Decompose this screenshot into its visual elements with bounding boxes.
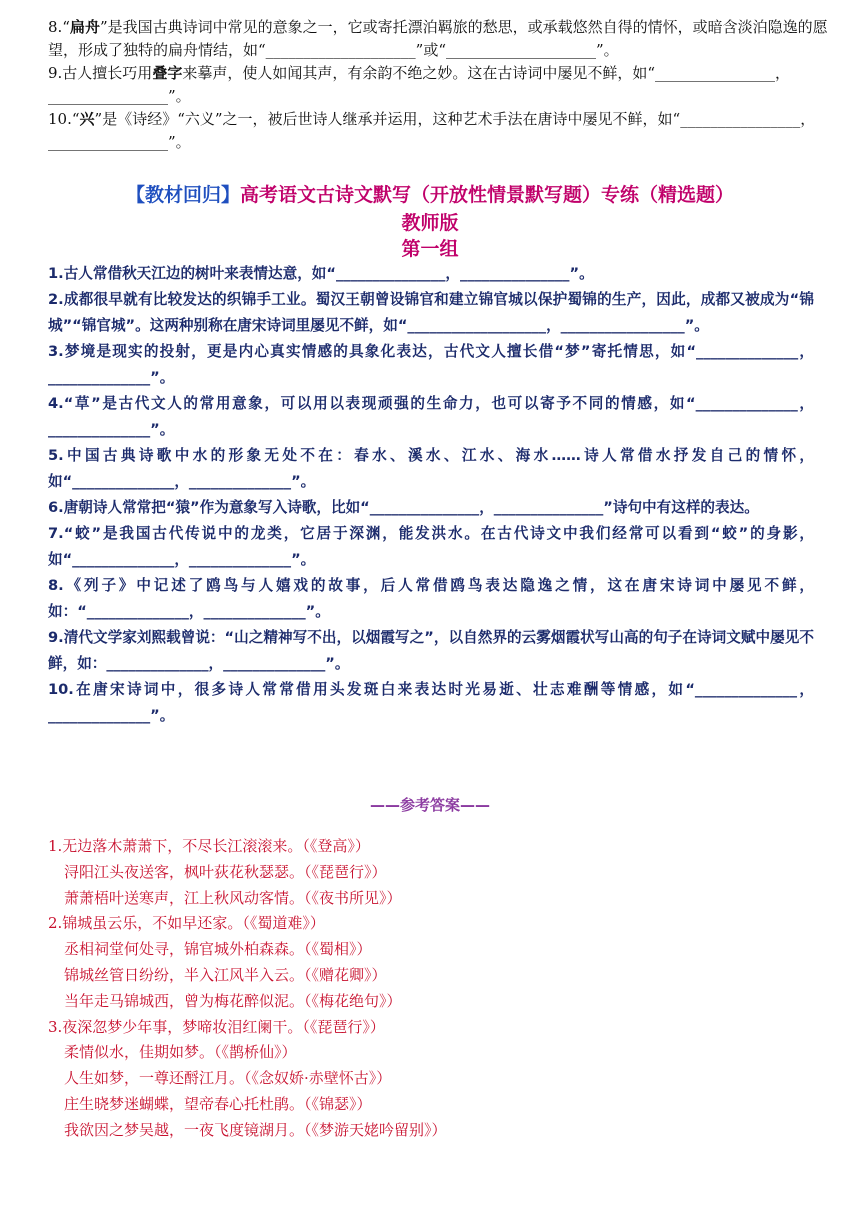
answer-item: 丞相祠堂何处寻，锦官城外柏森森。（《蜀相》） bbox=[64, 940, 372, 959]
question-item: 1.古人常借秋天江边的树叶来表情达意，如“_______________，_______________”。 bbox=[48, 265, 594, 282]
document-title bbox=[0, 182, 860, 208]
answer-item: 当年走马锦城西，曾为梅花醉似泥。（《梅花绝句》） bbox=[64, 991, 402, 1010]
answer-list bbox=[48, 834, 828, 1144]
answer-item: 2.锦城虽云乐，不如早还家。（《蜀道难》） bbox=[48, 914, 325, 933]
answer-item: 我欲因之梦吴越，一夜飞度镜湖月。（《梦游天姥吟留别》） bbox=[64, 1120, 447, 1139]
top-question-9: 9.古人擅长巧用叠字来摹声，使人如闻其声，有余韵不绝之妙。这在古诗词中屡见不鲜，如“________________，________________”。 bbox=[48, 64, 790, 105]
question-item: 10.在唐宋诗词中，很多诗人常常借用头发斑白来表达时光易逝、壮志难酬等情感，如“______________，______________”。 bbox=[48, 681, 814, 724]
top-question-10: 10.“兴”是《诗经》“六义”之一，被后世诗人继承并运用，这种艺术手法在唐诗中屡见不鲜，如“________________，________________”。 bbox=[48, 110, 816, 151]
group-heading: 第一组 bbox=[401, 238, 459, 260]
answer-item: 柔情似水，佳期如梦。（《鹊桥仙》） bbox=[64, 1043, 297, 1062]
question-item: 5.中国古典诗歌中水的形象无处不在：春水、溪水、江水、海水……诗人常借水抒发自己的情怀，如“______________，______________”。 bbox=[48, 447, 814, 490]
answer-item: 3.夜深忽梦少年事，梦啼妆泪红阑干。（《琵琶行》） bbox=[48, 1017, 385, 1036]
answer-item: 庄生晓梦迷蝴蝶，望帝春心托杜鹃。（《锦瑟》） bbox=[64, 1094, 372, 1113]
question-item: 3.梦境是现实的投射，更是内心真实情感的具象化表达，古代文人擅长借“梦”寄托情思，如“______________，______________”。 bbox=[48, 343, 814, 386]
answer-item: 人生如梦，一尊还酹江月。（《念奴娇·赤壁怀古》） bbox=[64, 1069, 392, 1088]
question-item: 6.唐朝诗人常常把“猿”作为意象写入诗歌，比如“_______________，_______________”诗句中有这样的表达。 bbox=[48, 499, 759, 516]
top-questions bbox=[48, 16, 838, 154]
document-subtitle: 教师版 bbox=[401, 212, 459, 234]
question-list bbox=[48, 261, 814, 729]
answer-item: 锦城丝管日纷纷，半入江风半入云。（《赠花卿》） bbox=[64, 965, 387, 984]
top-question-8: 8.“扁舟”是我国古典诗词中常见的意象之一，它或寄托漂泊羁旅的愁思，或承载悠然自得的情怀，或暗含淡泊隐逸的愿望，形成了独特的扁舟情结，如“____________________”或“____________________”。 bbox=[48, 18, 828, 59]
question-item: 9.清代文学家刘熙载曾说：“山之精神写不出，以烟霞写之”，以自然界的云雾烟霞状写山高的句子在诗词文赋中屡见不鲜，如：______________，______________”。 bbox=[48, 629, 814, 672]
answer-item: 浔阳江头夜送客，枫叶荻花秋瑟瑟。（《琵琶行》） bbox=[64, 862, 387, 881]
question-item: 4.“草”是古代文人的常用意象，可以用以表现顽强的生命力，也可以寄予不同的情感，如“______________，______________”。 bbox=[48, 395, 814, 438]
title-tag: 【教材回归】 bbox=[125, 184, 240, 206]
answer-item: 萧萧梧叶送寒声，江上秋风动客情。（《夜书所见》） bbox=[64, 888, 402, 907]
answer-item: 1.无边落木萧萧下，不尽长江滚滚来。（《登高》） bbox=[48, 837, 370, 855]
answers-heading: ——参考答案—— bbox=[369, 796, 490, 814]
question-item: 2.成都很早就有比较发达的织锦手工业。蜀汉王朝曾设锦官和建立锦官城以保护蜀锦的生产，因此，成都又被成为“锦城”“锦官城”。这两种别称在唐宋诗词里屡见不鲜，如“___________________，_________________”。 bbox=[48, 291, 814, 334]
question-item: 8.《列子》中记述了鸥鸟与人嬉戏的故事，后人常借鸥鸟表达隐逸之情，这在唐宋诗词中屡见不鲜，如：“______________，______________”。 bbox=[48, 577, 814, 620]
question-item: 7.“蛟”是我国古代传说中的龙类，它居于深渊，能发洪水。在古代诗文中我们经常可以看到“蛟”的身影，如“______________，______________”。 bbox=[48, 525, 814, 568]
title-main: 高考语文古诗文默写（开放性情景默写题）专练（精选题） bbox=[240, 184, 735, 206]
